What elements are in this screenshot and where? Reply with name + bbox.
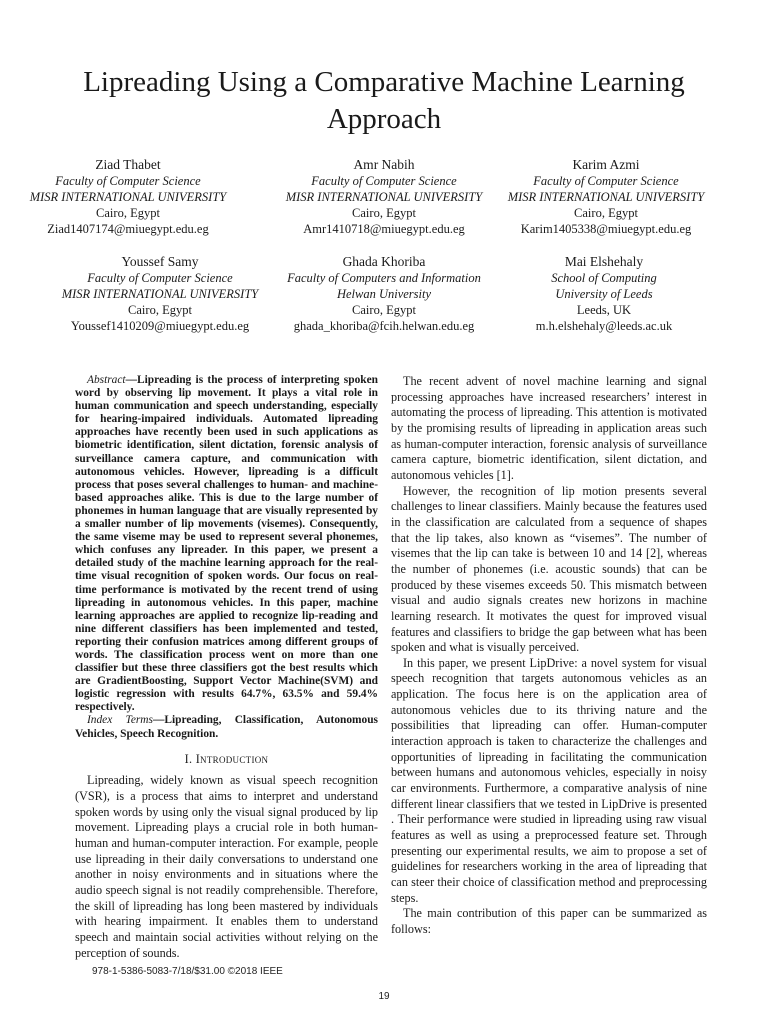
author-email: m.h.elshehaly@leeds.ac.uk <box>535 319 673 333</box>
author-department: Faculty of Computer Science <box>311 174 457 188</box>
abstract-text: —Lipreading is the process of interpreting spoken word by observing lip movement. It plays a vital role in human communication and speech understanding, especially for hearing-impaired individuals. Automated lipreading approaches have recently been used in such applications as biometric identification, silent dictation, forensic analysis of surveillance camera capture, and communication with autonomous vehicles. However, lipreading is a difficult process that poses several challenges to human- and machine-based approaches alike. This is due to the large number of phonemes in human language that are visually represented by a smaller number of lip movements (visemes). Consequently, the same viseme may be used to represent several phonemes, which confuses any lipreader. In this paper, we present a detailed study of the machine learning approach for the real-time visual recognition of spoken words. Our focus on real-time performance is motivated by the recent trend of using lipreading in autonomous vehicles. In this paper, machine learning approaches are applied to recognize lip-reading and nine different classifiers has been implemented and tested, reporting their confusion matrices among different groups of words. The classification process went on more than one classifier but these three classifiers got the best results which are GradientBoosting, Support Vector Machine(SVM) and logistic regression with results 64.7%, 63.5% and 59.4% respectively. <box>75 374 378 714</box>
author-name: Youssef Samy <box>121 254 199 269</box>
author-email: Ziad1407174@miuegypt.edu.eg <box>47 222 209 236</box>
author-email: Karim1405338@miuegypt.edu.eg <box>520 222 692 236</box>
section-numeral: I. <box>184 751 193 766</box>
section-heading <box>75 752 378 768</box>
body-paragraph: The main contribution of this paper can be summarized as follows: <box>391 906 707 936</box>
index-terms <box>75 714 378 740</box>
author-name: Ghada Khoriba <box>342 254 426 269</box>
author-university: MISR INTERNATIONAL UNIVERSITY <box>285 190 483 204</box>
author-department: Faculty of Computers and Information <box>287 271 481 285</box>
author-university: University of Leeds <box>555 287 653 301</box>
author-name: Amr Nabih <box>353 157 415 172</box>
index-terms-text: —Lipreading, Classification, Autonomous Vehicles, Speech Recognition. <box>75 714 378 740</box>
author-university: MISR INTERNATIONAL UNIVERSITY <box>61 287 259 301</box>
author-city: Cairo, Egypt <box>96 206 160 220</box>
author-university: Helwan University <box>336 287 432 301</box>
author-block <box>45 253 275 334</box>
author-department: Faculty of Computer Science <box>533 174 679 188</box>
author-university: MISR INTERNATIONAL UNIVERSITY <box>507 190 705 204</box>
author-block <box>269 156 499 237</box>
author-email: ghada_khoriba@fcih.helwan.edu.eg <box>293 319 475 333</box>
section-title: Introduction <box>195 751 269 766</box>
index-terms-label: Index Terms <box>87 714 153 727</box>
paper-title: Lipreading Using a Comparative Machine Learning Approach <box>83 66 685 135</box>
author-email: Amr1410718@miuegypt.edu.eg <box>303 222 465 236</box>
copyright-notice: 978-1-5386-5083-7/18/$31.00 ©2018 IEEE <box>92 966 283 977</box>
author-city: Cairo, Egypt <box>352 303 416 317</box>
body-paragraph: However, the recognition of lip motion presents several challenges to linear classifiers. Mainly because the features used in the classification are calculated from a sequence of shapes that the lip takes, also known as “visemes”. The number of visemes that the lip can take is between 10 and 14 [2], whereas the number of phonemes (i.e. acoustic sounds) that can be produced by these visemes exceeds 50. This mismatch between visual and audio signals creates new horizons in machine learning research. It motivates the quest for improved visual features and classifiers to bridge the gap between what has been spoken and what is visually perceived. <box>391 483 707 655</box>
author-block <box>13 156 243 237</box>
author-department: School of Computing <box>551 271 657 285</box>
abstract-label: Abstract <box>87 374 126 386</box>
abstract <box>75 374 378 714</box>
author-city: Leeds, UK <box>576 303 632 317</box>
author-city: Cairo, Egypt <box>574 206 638 220</box>
left-column <box>75 374 378 961</box>
right-column <box>391 374 707 938</box>
author-name: Ziad Thabet <box>95 157 161 172</box>
author-email: Youssef1410209@miuegypt.edu.eg <box>70 319 250 333</box>
author-department: Faculty of Computer Science <box>55 174 201 188</box>
intro-paragraph: Lipreading, widely known as visual speech recognition (VSR), is a process that aims to interpret and understand spoken words by using only the visual signal produced by lip movement. Lipreading plays a crucial role in both human-human and human-computer interaction. For example, people use lipreading in their daily conversations to understand one another in noisy environments and in situations where the audio speech signal is not readily comprehensible. Therefore, the skill of lipreading has long been mastered by individuals with hearing impairment. It enables them to understand speech and maintain social activities without relying on the perception of sounds. <box>75 773 378 960</box>
body-paragraph: In this paper, we present LipDrive: a novel system for visual speech recognition that targets autonomous vehicles as an application. The focus here is on the application area of autonomous vehicles due to its thriving nature and the possibilities that lipreading can offer. Human-computer interaction approach is taken to characterize the challenges and opportunities of lipreading in facilitating the communication between humans and autonomous vehicles, especially in noisy car environments. Furthermore, a comparative analysis of nine different linear classifiers that we tested in LipDrive is presented . Their performance were studied in lipreading using raw visual features as well as using a preprocessed feature set. Through presenting our experimental results, we aim to propose a set of guidelines for researchers working in the area of lipreading that can steer their choice of classification method and preprocessing steps. <box>391 655 707 905</box>
author-university: MISR INTERNATIONAL UNIVERSITY <box>29 190 227 204</box>
author-name: Mai Elshehaly <box>564 254 644 269</box>
author-block <box>489 253 719 334</box>
author-block <box>491 156 721 237</box>
author-block <box>269 253 499 334</box>
page-number: 19 <box>378 991 390 1002</box>
author-name: Karim Azmi <box>572 157 640 172</box>
body-paragraph: The recent advent of novel machine learning and signal processing approaches have increased researchers’ interest in automating the process of lipreading. This attention is motivated by the promising results of lipreading in application areas such as human-computer interaction, forensic analysis of surveillance camera capture, biometric identification, silent dictation, and autonomous vehicles [1]. <box>391 374 707 482</box>
author-department: Faculty of Computer Science <box>87 271 233 285</box>
author-city: Cairo, Egypt <box>352 206 416 220</box>
author-city: Cairo, Egypt <box>128 303 192 317</box>
